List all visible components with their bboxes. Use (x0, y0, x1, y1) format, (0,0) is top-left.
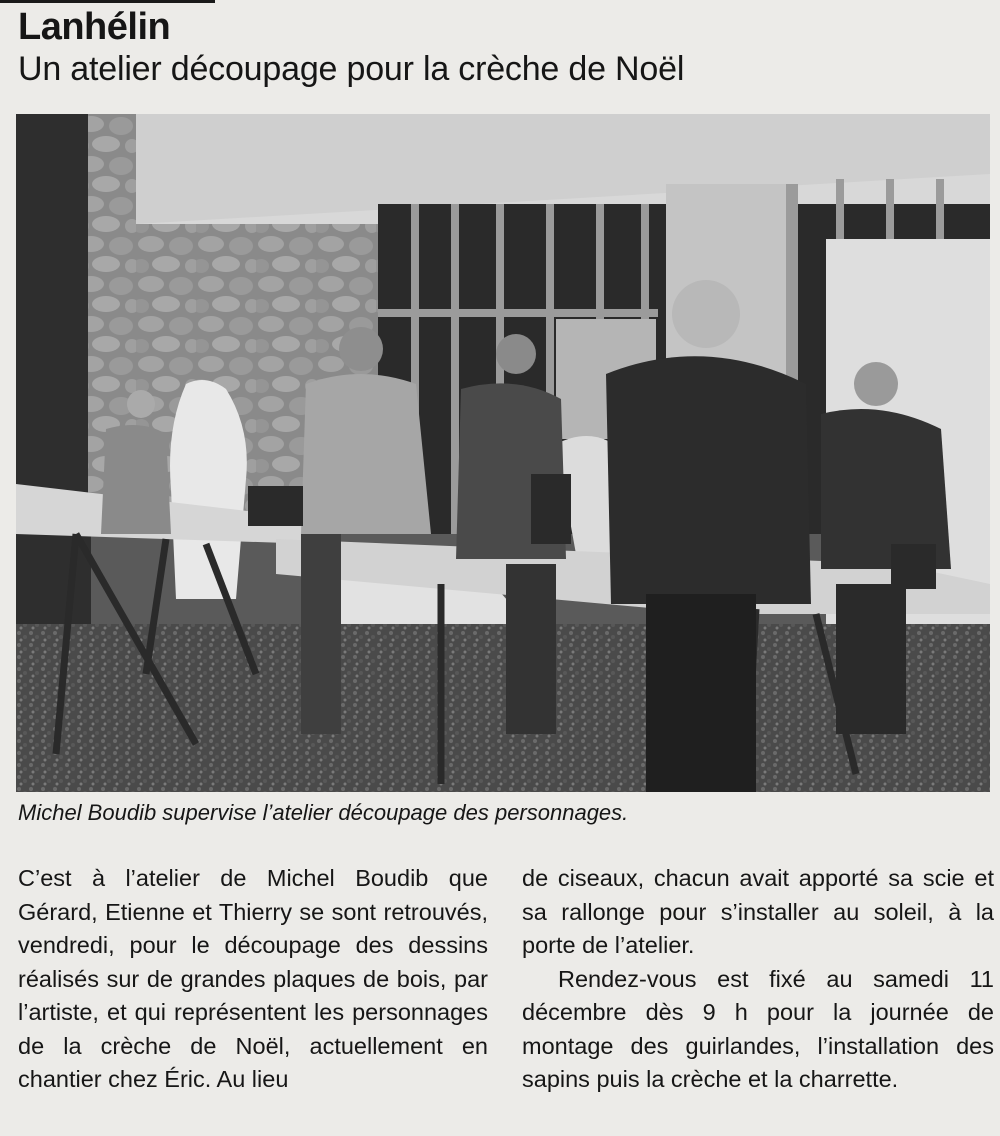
photo-caption: Michel Boudib supervise l’atelier découpage des personnages. (18, 800, 629, 825)
article-headline: Un atelier découpage pour la crèche de Noël (18, 50, 685, 88)
column-2-paragraph-2: Rendez-vous est fixé au samedi 11 décembre dès 9 h pour la journée de montage des guirlandes, l’installation des sapins puis la crèche et la charrette. (522, 965, 994, 1092)
article-kicker: Lanhélin (18, 6, 171, 48)
column-1-paragraph: C’est à l’atelier de Michel Boudib que Gérard, Etienne et Thierry se sont retrouvés, vendredi, pour le découpage des dessins réalisés sur de grandes plaques de bois, par l’artiste, et qui représentent les personnages de la crèche de Noël, actuellement en chantier chez Éric. Au lieu (18, 865, 488, 1092)
article-photo (16, 114, 990, 792)
workshop-photo-illustration (16, 114, 990, 792)
top-rule (0, 0, 215, 3)
article-column-1 (18, 862, 488, 1097)
article-column-2 (522, 862, 994, 1097)
column-2-paragraph-1: de ciseaux, chacun avait apporté sa scie et sa rallonge pour s’installer au soleil, à la porte de l’atelier. (522, 865, 994, 958)
